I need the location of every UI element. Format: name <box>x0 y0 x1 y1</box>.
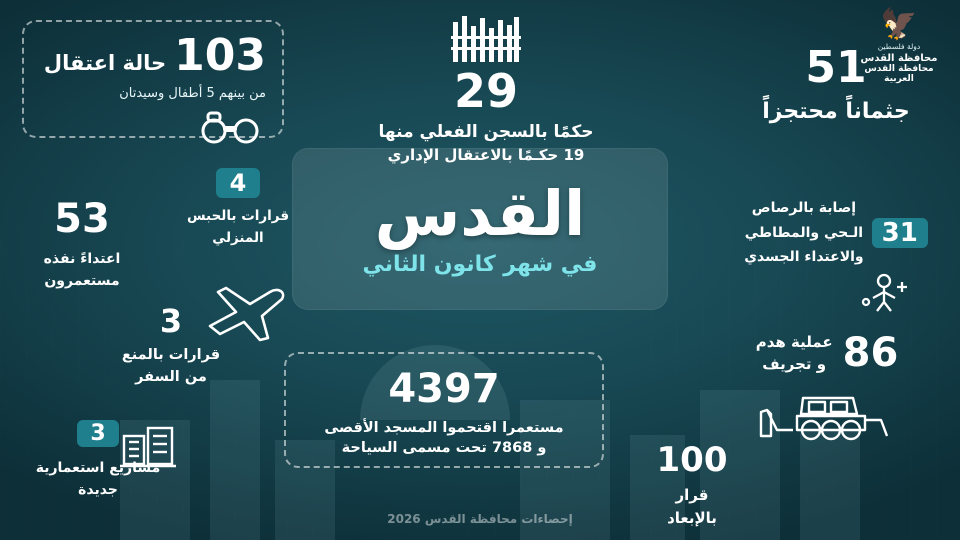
stat-withheld-bodies-value: 51 <box>805 42 867 93</box>
footer-note: إحصاءات محافظة القدس 2026 <box>387 512 573 526</box>
stat-sentences-value: 29 <box>453 64 518 118</box>
stat-colonial-projects-line-1: مشاريع استعمارية <box>35 460 161 476</box>
stat-injuries-line-1: إصابة بالرصاص <box>751 200 857 216</box>
stat-demolitions-line-2: و تجريف <box>762 355 827 373</box>
stat-deportation-value: 100 <box>656 440 728 480</box>
eagle-crest-icon: 🦅 <box>880 7 918 42</box>
settlement-building-icon <box>120 424 176 468</box>
stat-settler-attacks-line-2: مستعمرون <box>44 273 120 290</box>
stat-arrests-label: حالة اعتقال <box>43 51 167 75</box>
logo-line-3: محافظة القدس العربية <box>864 64 934 84</box>
injured-person-icon <box>728 272 944 312</box>
stat-aqsa-incursions <box>284 352 604 468</box>
stat-settler-attacks <box>16 196 148 293</box>
stat-aqsa-value: 4397 <box>388 366 500 412</box>
stat-withheld-bodies-label: جثماناً محتجزاً <box>762 99 910 124</box>
stat-demolitions <box>722 330 932 446</box>
airplane-icon <box>196 272 292 342</box>
stat-demolitions-line-1: عملية هدم <box>755 332 833 351</box>
stat-injuries <box>728 196 944 312</box>
stat-injuries-value: 31 <box>872 218 928 248</box>
page-subtitle: في شهر كانون الثاني <box>362 252 598 278</box>
logo-line-2: محافظة القدس <box>860 53 938 64</box>
stat-withheld-bodies <box>736 42 936 124</box>
stat-travel-ban-value: 3 <box>159 302 183 340</box>
stat-settler-attacks-line-1: اعتداءً نفذه <box>43 251 121 267</box>
stat-arrests <box>22 20 284 138</box>
stat-deportation-line-1: قرار <box>675 486 709 504</box>
stat-aqsa-line-1: مستعمرا اقتحموا المسجد الأقصى <box>324 420 564 436</box>
stat-aqsa-line-2: و 7868 تحت مسمى السياحة <box>341 440 547 456</box>
stat-house-arrest-line-2: المنزلي <box>212 229 264 246</box>
stat-house-arrest-value: 4 <box>216 168 261 198</box>
logo-line-1: دولة فلسطين <box>877 42 921 51</box>
stat-sentences-line-2: 19 حكـمًا بالاعتقال الإداري <box>387 146 585 164</box>
stat-house-arrest-line-1: قرارات بالحبس <box>186 208 290 224</box>
stat-travel-ban-line-1: قرارات بالمنع <box>121 347 221 363</box>
handcuffs-icon <box>40 111 266 145</box>
stat-sentences-line-1: حكمًا بالسجن الفعلي منها <box>378 122 594 142</box>
bulldozer-icon <box>722 380 932 446</box>
page-title: القدس <box>374 176 586 250</box>
stat-travel-ban-line-2: من السفر <box>135 369 207 386</box>
stat-house-arrest <box>178 168 298 249</box>
stat-arrests-sub: من بينهم 5 أطفال وسيدتان <box>119 85 266 101</box>
stat-sentences <box>352 16 620 164</box>
stat-injuries-line-3: والاعتداء الجسدي <box>744 249 864 265</box>
stat-arrests-value: 103 <box>174 30 266 81</box>
prison-bars-icon <box>352 16 620 62</box>
stat-settler-attacks-value: 53 <box>54 196 110 242</box>
stat-demolitions-value: 86 <box>842 330 899 376</box>
stat-colonial-projects-line-2: جديدة <box>78 482 118 499</box>
stat-deportation-line-2: بالإبعاد <box>667 508 717 527</box>
stat-colonial-projects-value: 3 <box>77 420 118 447</box>
main-title-card <box>292 148 668 310</box>
stat-injuries-line-2: الـحي والمطاطي <box>744 224 864 241</box>
